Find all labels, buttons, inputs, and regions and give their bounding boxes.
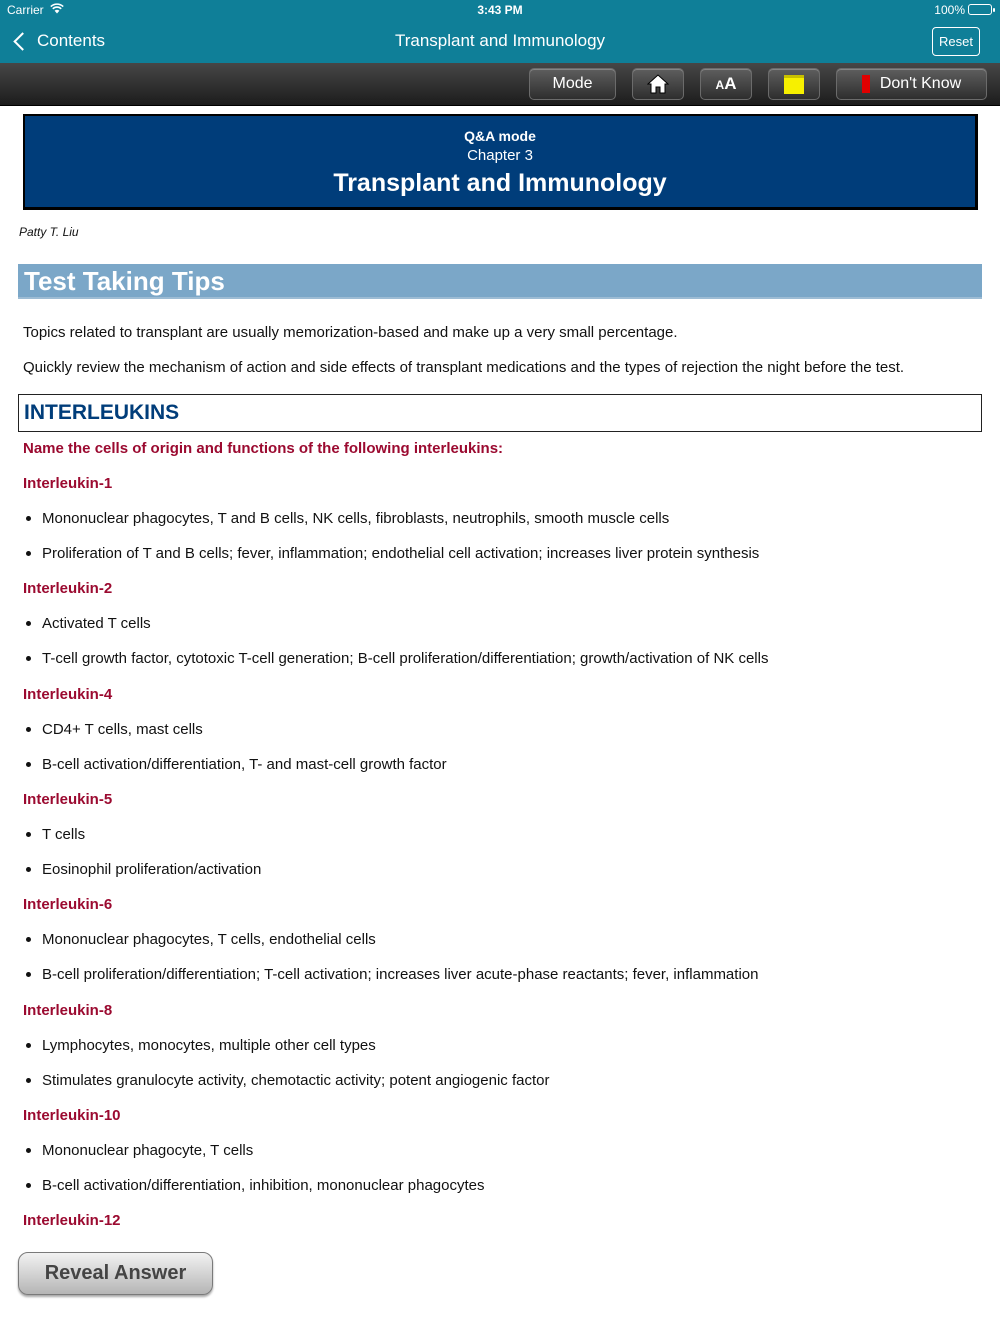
bullet-icon <box>26 867 31 872</box>
nav-title: Transplant and Immunology <box>394 31 606 50</box>
dont-know-button[interactable] <box>836 68 987 100</box>
interleukin-name: Interleukin-2 <box>23 580 113 597</box>
sticky-note-button[interactable] <box>768 68 820 100</box>
bullet-icon <box>26 1148 31 1153</box>
interleukin-name: Interleukin-1 <box>23 475 113 492</box>
reveal-answer-button[interactable]: Reveal Answer <box>18 1252 213 1295</box>
navigation-bar <box>0 20 1000 63</box>
tip-paragraph: Topics related to transplant are usually memorization-based and make up a very small percentage. <box>23 324 678 341</box>
bullet-icon <box>26 727 31 732</box>
list-item: Lymphocytes, monocytes, multiple other cell types <box>23 1037 376 1054</box>
list-item: Eosinophil proliferation/activation <box>23 861 261 878</box>
bullet-icon <box>26 551 31 556</box>
bullet-icon <box>26 1043 31 1048</box>
toolbar <box>0 63 1000 106</box>
interleukin-name: Interleukin-10 <box>23 1107 121 1124</box>
interleukin-name: Interleukin-5 <box>23 791 113 808</box>
list-item: Mononuclear phagocytes, T and B cells, NK cells, fibroblasts, neutrophils, smooth muscle cells <box>23 510 669 527</box>
top-bar <box>0 0 1000 63</box>
tip-paragraph: Quickly review the mechanism of action and side effects of transplant medications and the types of rejection the night before the test. <box>23 359 905 376</box>
bullet-icon <box>26 621 31 626</box>
list-item: Stimulates granulocyte activity, chemotactic activity; potent angiogenic factor <box>23 1072 549 1089</box>
list-item: T-cell growth factor, cytotoxic T-cell generation; B-cell proliferation/differentiation; growth/activation of NK cells <box>23 650 768 667</box>
mode-label: Q&A mode <box>464 128 536 144</box>
question-text: Name the cells of origin and functions of the following interleukins: <box>23 440 504 457</box>
section-heading: INTERLEUKINS <box>18 394 982 432</box>
list-item: Mononuclear phagocytes, T cells, endothelial cells <box>23 931 376 948</box>
chapter-title: Transplant and Immunology <box>333 169 667 197</box>
list-item: Mononuclear phagocyte, T cells <box>23 1142 253 1159</box>
list-item: CD4+ T cells, mast cells <box>23 721 203 738</box>
mode-button[interactable]: Mode <box>529 68 616 100</box>
home-icon <box>647 73 669 95</box>
back-label: Contents <box>37 31 106 50</box>
interleukin-name: Interleukin-12 <box>23 1212 121 1229</box>
chapter-number: Chapter 3 <box>467 147 533 164</box>
reset-button[interactable]: Reset <box>932 27 980 56</box>
home-button[interactable] <box>632 68 684 100</box>
bullet-icon <box>26 832 31 837</box>
author-name: Patty T. Liu <box>19 225 79 239</box>
list-item: B-cell activation/differentiation, T- and mast-cell growth factor <box>23 756 447 773</box>
chapter-banner <box>23 114 978 210</box>
status-bar <box>0 0 1000 20</box>
list-item: B-cell activation/differentiation, inhibition, mononuclear phagocytes <box>23 1177 485 1194</box>
interleukin-name: Interleukin-4 <box>23 686 113 703</box>
tips-heading: Test Taking Tips <box>18 264 982 299</box>
carrier-label: Carrier <box>7 3 44 17</box>
bullet-icon <box>26 937 31 942</box>
bullet-icon <box>26 656 31 661</box>
bullet-icon <box>26 762 31 767</box>
list-item: T cells <box>23 826 85 843</box>
bullet-icon <box>26 516 31 521</box>
list-item: Activated T cells <box>23 615 151 632</box>
list-item: B-cell proliferation/differentiation; T-cell activation; increases liver acute-phase reactants; fever, inflammation <box>23 966 758 983</box>
battery-icon <box>968 4 992 15</box>
bullet-icon <box>26 972 31 977</box>
battery-percent: 100% <box>934 3 965 17</box>
flag-icon <box>862 75 870 93</box>
font-size-button[interactable] <box>700 68 752 100</box>
status-time: 3:43 PM <box>477 3 523 17</box>
sticky-note-icon <box>784 75 804 94</box>
interleukin-name: Interleukin-6 <box>23 896 113 913</box>
font-size-icon: AA <box>715 74 737 93</box>
bullet-icon <box>26 1078 31 1083</box>
bullet-icon <box>26 1183 31 1188</box>
list-item: Proliferation of T and B cells; fever, inflammation; endothelial cell activation; increases liver protein synthesis <box>23 545 759 562</box>
dont-know-label: Don't Know <box>879 75 962 92</box>
interleukin-name: Interleukin-8 <box>23 1002 113 1019</box>
